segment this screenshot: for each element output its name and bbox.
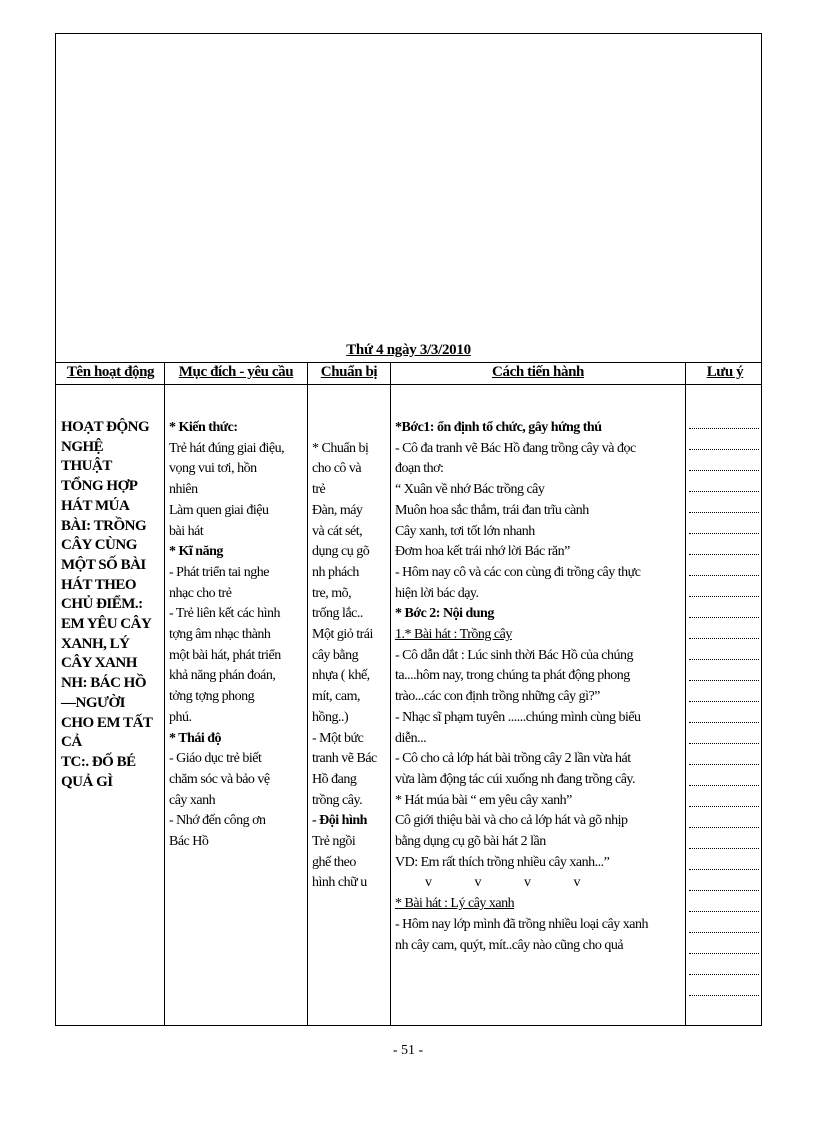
activity-line: HOẠT ĐỘNG (61, 419, 150, 435)
preparation-line: Trẻ ngồi (312, 834, 356, 850)
procedure-line: * Bài hát : Lý cây xanh (395, 896, 515, 912)
dotted-line (689, 449, 759, 450)
preparation-line: dụng cụ gõ (312, 544, 370, 560)
dotted-line (689, 491, 759, 492)
dotted-line (689, 638, 759, 639)
procedure-line: Muôn hoa sắc thắm, trái đan trĩu cành (395, 502, 589, 518)
procedure-line: - Nhạc sĩ phạm tuyên ......chúng mình cùng biểu (395, 709, 641, 725)
dotted-line (689, 911, 759, 912)
preparation-line: - Đội hình (312, 813, 367, 829)
procedure-line: - Hôm nay lớp mình đã trồng nhiều loại cây xanh (395, 916, 648, 932)
preparation-line: * Chuẩn bị (312, 440, 369, 456)
activity-line: CÂY CÙNG (61, 537, 137, 554)
purpose-line: - Giáo dục trẻ biết (169, 751, 262, 767)
dotted-line (689, 722, 759, 723)
purpose-line: vọng vui tơi, hồn (169, 461, 257, 477)
purpose-line: - Phát triển tai nghe (169, 564, 269, 580)
preparation-column (312, 418, 388, 894)
preparation-line: hồng..) (312, 709, 349, 725)
dotted-line (689, 470, 759, 471)
procedure-line: Cô giới thiệu bài và cho cả lớp hát và gõ nhịp (395, 813, 628, 829)
activity-line: CHỦ ĐIỂM.: (61, 596, 143, 613)
procedure-line: diễn... (395, 730, 427, 746)
preparation-line: mít, cam, (312, 689, 360, 705)
dotted-line (689, 932, 759, 933)
procedure-line: 1.* Bài hát : Trồng cây (395, 627, 512, 643)
procedure-line: * Bớc 2: Nội dung (395, 606, 494, 622)
activity-line: HÁT MÚA (61, 497, 130, 514)
activity-line: TỔNG HỢP (61, 478, 138, 495)
date-heading: Thứ 4 ngày 3/3/2010 (346, 342, 471, 358)
preparation-line: hình chữ u (312, 875, 367, 891)
dotted-line (689, 890, 759, 891)
header-bottom-rule (56, 384, 761, 385)
procedure-line: vừa làm động tác cúi xuống nh đang trồng cây. (395, 771, 635, 787)
procedure-column (395, 418, 683, 956)
activity-line: EM YÊU CÂY (61, 616, 152, 633)
dotted-line (689, 575, 759, 576)
procedure-line: đoạn thơ: (395, 461, 444, 477)
activity-line: CẢ (61, 734, 82, 751)
dotted-line (689, 764, 759, 765)
dotted-line (689, 806, 759, 807)
dotted-line (689, 596, 759, 597)
preparation-line: cây bằng (312, 647, 359, 663)
procedure-line: - Cô dẫn dắt : Lúc sinh thời Bác Hồ của chúng (395, 647, 634, 663)
preparation-line: tre, mõ, (312, 585, 352, 601)
dotted-line (689, 617, 759, 618)
preparation-line: trống lắc.. (312, 606, 363, 622)
activity-line: XANH, LÝ (61, 635, 130, 652)
activity-line: BÀI: TRỒNG (61, 517, 147, 534)
purpose-line: tợng âm nhạc thành (169, 627, 271, 643)
header-preparation: Chuẩn bị (320, 364, 378, 380)
page-number: - 51 - (392, 1043, 424, 1058)
procedure-line: - Hôm nay cô và các con cùng đi trồng cây thực (395, 564, 641, 580)
activity-line: THUẬT (61, 458, 112, 475)
activity-line: MỘT SỐ BÀI (61, 556, 146, 573)
procedure-line: *Bớc1: ổn định tổ chức, gây hứng thú (395, 420, 602, 435)
dotted-line (689, 743, 759, 744)
preparation-line: trồng cây. (312, 792, 363, 808)
procedure-line: Đơm hoa kết trái nhớ lời Bác răn” (395, 544, 570, 560)
purpose-line: phú. (169, 709, 192, 725)
procedure-line: - Cô cho cả lớp hát bài trồng cây 2 lần vừa hát (395, 751, 631, 767)
activity-line: NH: BÁC HỒ (61, 675, 146, 692)
header-activity: Tên hoạt động (66, 364, 155, 380)
header-top-rule (56, 362, 761, 363)
procedure-line: nh cây cam, quýt, mít..cây nào cũng cho quả (395, 937, 624, 953)
header-purpose: Mục đích - yêu cầu (178, 364, 294, 380)
preparation-line: trẻ (312, 482, 326, 498)
purpose-line: Làm quen giai điệu (169, 502, 269, 518)
activity-line: HÁT THEO (61, 576, 137, 593)
column-divider (390, 362, 391, 1025)
dotted-line (689, 848, 759, 849)
dotted-line (689, 680, 759, 681)
purpose-line: * Thái độ (169, 730, 222, 746)
preparation-line: Hồ đang (312, 771, 357, 787)
procedure-line: bằng dụng cụ gõ bài hát 2 lần (395, 834, 546, 850)
header-procedure: Cách tiến hành (492, 364, 584, 380)
lesson-plan-frame (55, 33, 762, 1026)
activity-line: QUẢ GÌ (61, 773, 113, 790)
purpose-line: bài hát (169, 523, 204, 539)
preparation-line: Một giỏ trái (312, 627, 373, 643)
procedure-line: * Hát múa bài “ em yêu cây xanh” (395, 792, 572, 808)
purpose-line: một bài hát, phát triển (169, 647, 281, 663)
dotted-line (689, 953, 759, 954)
dotted-line (689, 512, 759, 513)
purpose-line: tởng tợng phong (169, 689, 255, 705)
dotted-line (689, 533, 759, 534)
dotted-line (689, 701, 759, 702)
activity-line: TC:. ĐỐ BÉ (61, 753, 136, 770)
activity-line: —NGƯỜI (61, 694, 125, 711)
dotted-line (689, 827, 759, 828)
purpose-line: * Kiến thức: (169, 420, 238, 435)
dotted-line (689, 428, 759, 429)
dotted-line (689, 995, 759, 996)
procedure-line: - Cô đa tranh vẽ Bác Hồ đang trồng cây và đọc (395, 440, 636, 456)
purpose-line: Trẻ hát đúng giai điệu, (169, 440, 285, 456)
preparation-line: tranh vẽ Bác (312, 751, 377, 767)
activity-column (61, 418, 163, 792)
purpose-line: - Nhớ đến công ơn (169, 813, 266, 829)
dotted-line (689, 869, 759, 870)
column-divider (164, 362, 165, 1025)
purpose-line: khả năng phán đoán, (169, 668, 276, 684)
header-note: Lưu ý (706, 364, 744, 380)
purpose-line: * Kĩ năng (169, 544, 223, 560)
column-divider (307, 362, 308, 1025)
activity-line: CHO EM TẤT (61, 714, 153, 731)
preparation-line: nh phách (312, 564, 359, 580)
preparation-line: cho cô và (312, 461, 362, 477)
preparation-line: Đàn, máy (312, 502, 363, 518)
procedure-line: Cây xanh, tơi tốt lớn nhanh (395, 523, 535, 539)
preparation-line (312, 418, 388, 439)
dotted-line (689, 974, 759, 975)
dotted-line (689, 659, 759, 660)
preparation-line: nhựa ( khế, (312, 668, 370, 684)
activity-line: CÂY XANH (61, 655, 137, 672)
purpose-column (169, 418, 305, 853)
preparation-line: ghế theo (312, 854, 356, 870)
procedure-line: v v v v (425, 875, 580, 891)
purpose-line: chăm sóc và bảo vệ (169, 771, 270, 787)
procedure-line: trào...các con định trồng những cây gì?” (395, 689, 600, 705)
preparation-line: và cát sét, (312, 523, 363, 539)
procedure-line: VD: Em rất thích trồng nhiều cây xanh...” (395, 854, 610, 870)
purpose-line: nhiên (169, 482, 198, 498)
dotted-line (689, 785, 759, 786)
activity-line: NGHỆ (61, 438, 104, 455)
purpose-line: - Trẻ liên kết các hình (169, 606, 280, 622)
purpose-line: cây xanh (169, 792, 216, 808)
procedure-line: hiện lời bác dạy. (395, 585, 479, 601)
procedure-line: ta....hôm nay, trong chúng ta phát động phong (395, 668, 630, 684)
purpose-line: nhạc cho trẻ (169, 585, 232, 601)
preparation-line: - Một bức (312, 730, 364, 746)
dotted-line (689, 554, 759, 555)
procedure-line: “ Xuân về nhớ Bác trồng cây (395, 482, 545, 498)
column-divider (685, 362, 686, 1025)
purpose-line: Bác Hồ (169, 834, 209, 850)
